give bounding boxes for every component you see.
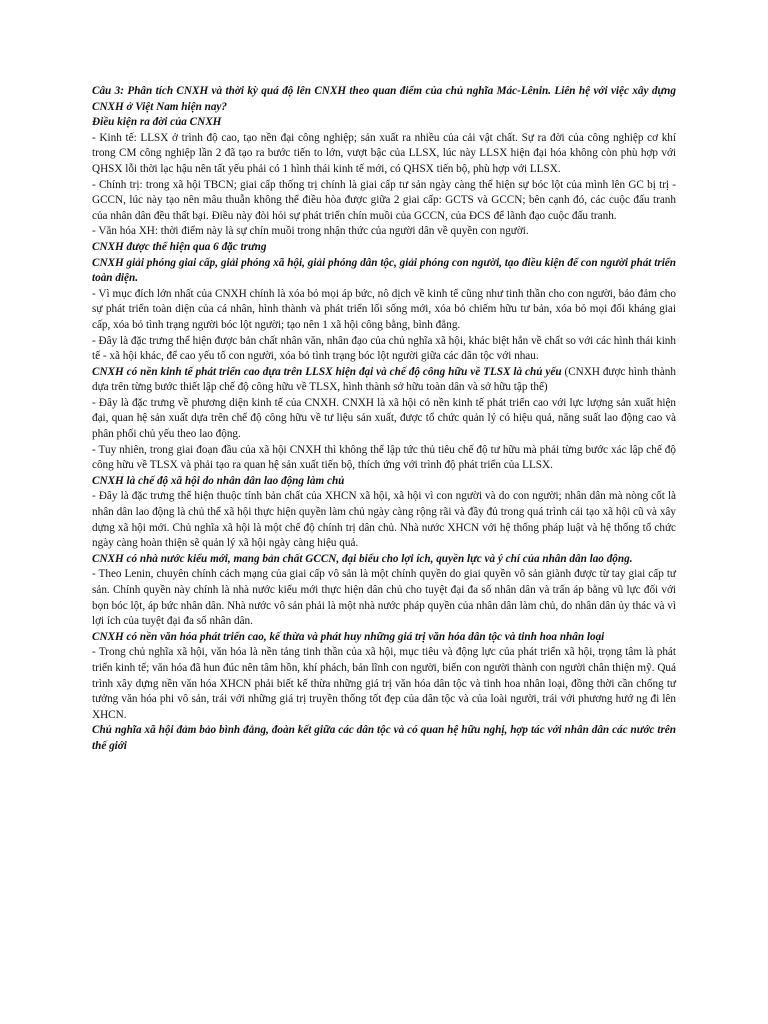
- paragraph-culture: - Văn hóa XH: thời điểm này là sự chín muồi trong nhận thức của người dân về quyền con người.: [92, 225, 529, 238]
- document-page: [92, 84, 676, 755]
- feature-4-paragraph: - Theo Lenin, chuyên chính cách mạng của giai cấp vô sản là một chính quyền do giai quyền vô sản giành được từ tay giai cấp tư sản. Chính quyền này chính là nhà nước kiểu mới thực hiện dân chủ cho tuyệt đại đa số nhân dân và trấn áp bằng vũ lực đối với bọn bóc lột, áp bức nhân dân. Nhà nước vô sản phải là một nhà nước pháp quyền của nhân dân làm chủ, do nhân dân ủy thác và vì lợi ích của tuyệt đại đa số nhân dân.: [92, 568, 676, 628]
- feature-3-heading: CNXH là chế độ xã hội do nhân dân lao động làm chủ: [92, 474, 345, 487]
- feature-4-heading: CNXH có nhà nước kiểu mới, mang bản chất GCCN, đại biểu cho lợi ích, quyền lực và ý chí của nhân dân lao động.: [92, 552, 633, 565]
- section-heading-features: CNXH được thể hiện qua 6 đặc trưng: [92, 240, 267, 253]
- paragraph-politics: - Chính trị: trong xã hội TBCN; giai cấp thống trị chính là giai cấp tư sản ngày càng thể hiện sự bóc lột của mình lên GC bị trị - GCCN, lúc này tạo nên mâu thuẫn không thể điều hòa được giữa 2 giai cấp: GCTS và GCCN; bên cạnh đó, các cuộc đấu tranh của nhân dân đều thất bại. Điều này đòi hỏi sự phát triển chín muồi của GCCN, của ĐCS để lãnh đạo cuộc đấu tranh.: [92, 178, 676, 222]
- question-heading: Câu 3: Phân tích CNXH và thời kỳ quá độ lên CNXH theo quan điểm của chủ nghĩa Mác-Lênin. Liên hệ với việc xây dựng CNXH ở Việt Nam hiện nay?: [92, 85, 676, 113]
- feature-2-note: (CNXH được hình thành dựa trên từng bước thiết lập chế độ công hữu về TLSX, hình thành sở hữu toàn dân và sở hữu tập thể): [92, 365, 676, 394]
- feature-1-paragraph-a: - Vì mục đích lớn nhất của CNXH chính là xóa bỏ mọi áp bức, nô dịch về kinh tế cũng như tinh thần cho con người, bảo đảm cho sự phát triển toàn diện của cá nhân, hình thành và phát triển lối sống mới, xóa bỏ chiếm hữu tư bản, xóa bỏ mọi đối kháng giai cấp, xóa bỏ tình trạng người bóc lột người; tạo nên 1 xã hội công bằng, bình đẳng.: [92, 287, 676, 331]
- feature-6-heading: Chủ nghĩa xã hội đảm bảo bình đẳng, đoàn kết giữa các dân tộc và có quan hệ hữu nghị, hợp tác với nhân dân các nước trên thế giới: [92, 724, 676, 752]
- feature-2-heading: CNXH có nền kinh tế phát triển cao dựa trên LLSX hiện đại và chế độ công hữu về TLSX là chủ yếu: [92, 365, 562, 378]
- feature-2-paragraph-b: - Tuy nhiên, trong giai đoạn đầu của xã hội CNXH thì không thể lập tức thủ tiêu chế độ tư hữu mà phải từng bước xác lập chế độ công hữu về TLSX và phải tạo ra quan hệ sản xuất tiến bộ, thích ứng với trình độ phát triển của LLSX.: [92, 443, 676, 472]
- feature-5-paragraph: - Trong chủ nghĩa xã hội, văn hóa là nền tảng tinh thần của xã hội, mục tiêu và động lực của phát triển xã hội, trọng tâm là phát triển kinh tế; văn hóa đã hun đúc nên tâm hồn, khí phách, bản lĩnh con người, biến con người thành con người chân thiện mỹ. Quá trình xây dựng nền văn hóa XHCN phải biết kế thừa những giá trị văn hóa dân tộc và tinh hoa nhân loại, đồng thời cần chống tư tưởng văn hóa phi vô sản, trái với những giá trị truyền thống tốt đẹp của dân tộc và của loài người, trái với phương hướ ng đi lên XHCN.: [92, 646, 676, 721]
- feature-1-heading: CNXH giải phóng giai cấp, giải phóng xã hội, giải phóng dân tộc, giải phóng con người, tạo điều kiện để con người phát triển toàn diện.: [92, 256, 676, 285]
- feature-2-paragraph-a: - Đây là đặc trưng về phương diện kinh tế của CNXH. CNXH là xã hội có nền kinh tế phát triển cao với lực lượng sản xuất hiện đại, quan hệ sản xuất dựa trên chế độ công hữu về tư liệu sản xuất, được tổ chức quản lý có hiệu quả, năng suất lao động cao và phân phối chủ yếu theo lao động.: [92, 396, 676, 441]
- section-heading-conditions: Điều kiện ra đời của CNXH: [92, 116, 222, 129]
- feature-3-paragraph: - Đây là đặc trưng thể hiện thuộc tính bản chất của XHCN xã hội, xã hội vì con người và do con người; nhân dân mà nòng cốt là nhân dân lao động là chủ thể xã hội thực hiện quyền làm chủ ngày càng rộng rãi và đầy đủ trong quá trình cải tạo xã hội cũ và xây dựng xã hội mới. Chủ nghĩa xã hội là một chế độ chính trị dân chủ. Nhà nước XHCN với hệ thống pháp luật và hệ thống tổ chức ngày càng hoàn thiện sẽ quản lý xã hội ngày càng hiệu quả.: [92, 490, 676, 550]
- feature-1-paragraph-b: - Đây là đặc trưng thể hiện được bản chất nhân văn, nhân đạo của chủ nghĩa xã hội, khác biệt hẳn về chất so với các hình thái kinh tế - xã hội khác, để cao yếu tố con người, xóa bỏ tình trạng bóc lột người giữa các dân tộc với nhau.: [92, 334, 676, 363]
- feature-2-block: [92, 365, 676, 396]
- paragraph-economy: - Kinh tế: LLSX ở trình độ cao, tạo nền đại công nghiệp; sản xuất ra nhiều của cải vật chất. Sự ra đời của công nghiệp cơ khí trong CM công nghiệp lần 2 đã tạo ra bước tiến to lớn, vượt bậc của LLSX, lúc này LLSX hiện đại hóa không còn phù hợp với QHSX lỗi thời lạc hậu nên tất yếu phải có 1 hình thái kinh tế mới, có QHSX tiến bộ, phù hợp với LLSX.: [92, 131, 676, 175]
- feature-5-heading: CNXH có nền văn hóa phát triển cao, kế thừa và phát huy những giá trị văn hóa dân tộc và tinh hoa nhân loại: [92, 630, 605, 643]
